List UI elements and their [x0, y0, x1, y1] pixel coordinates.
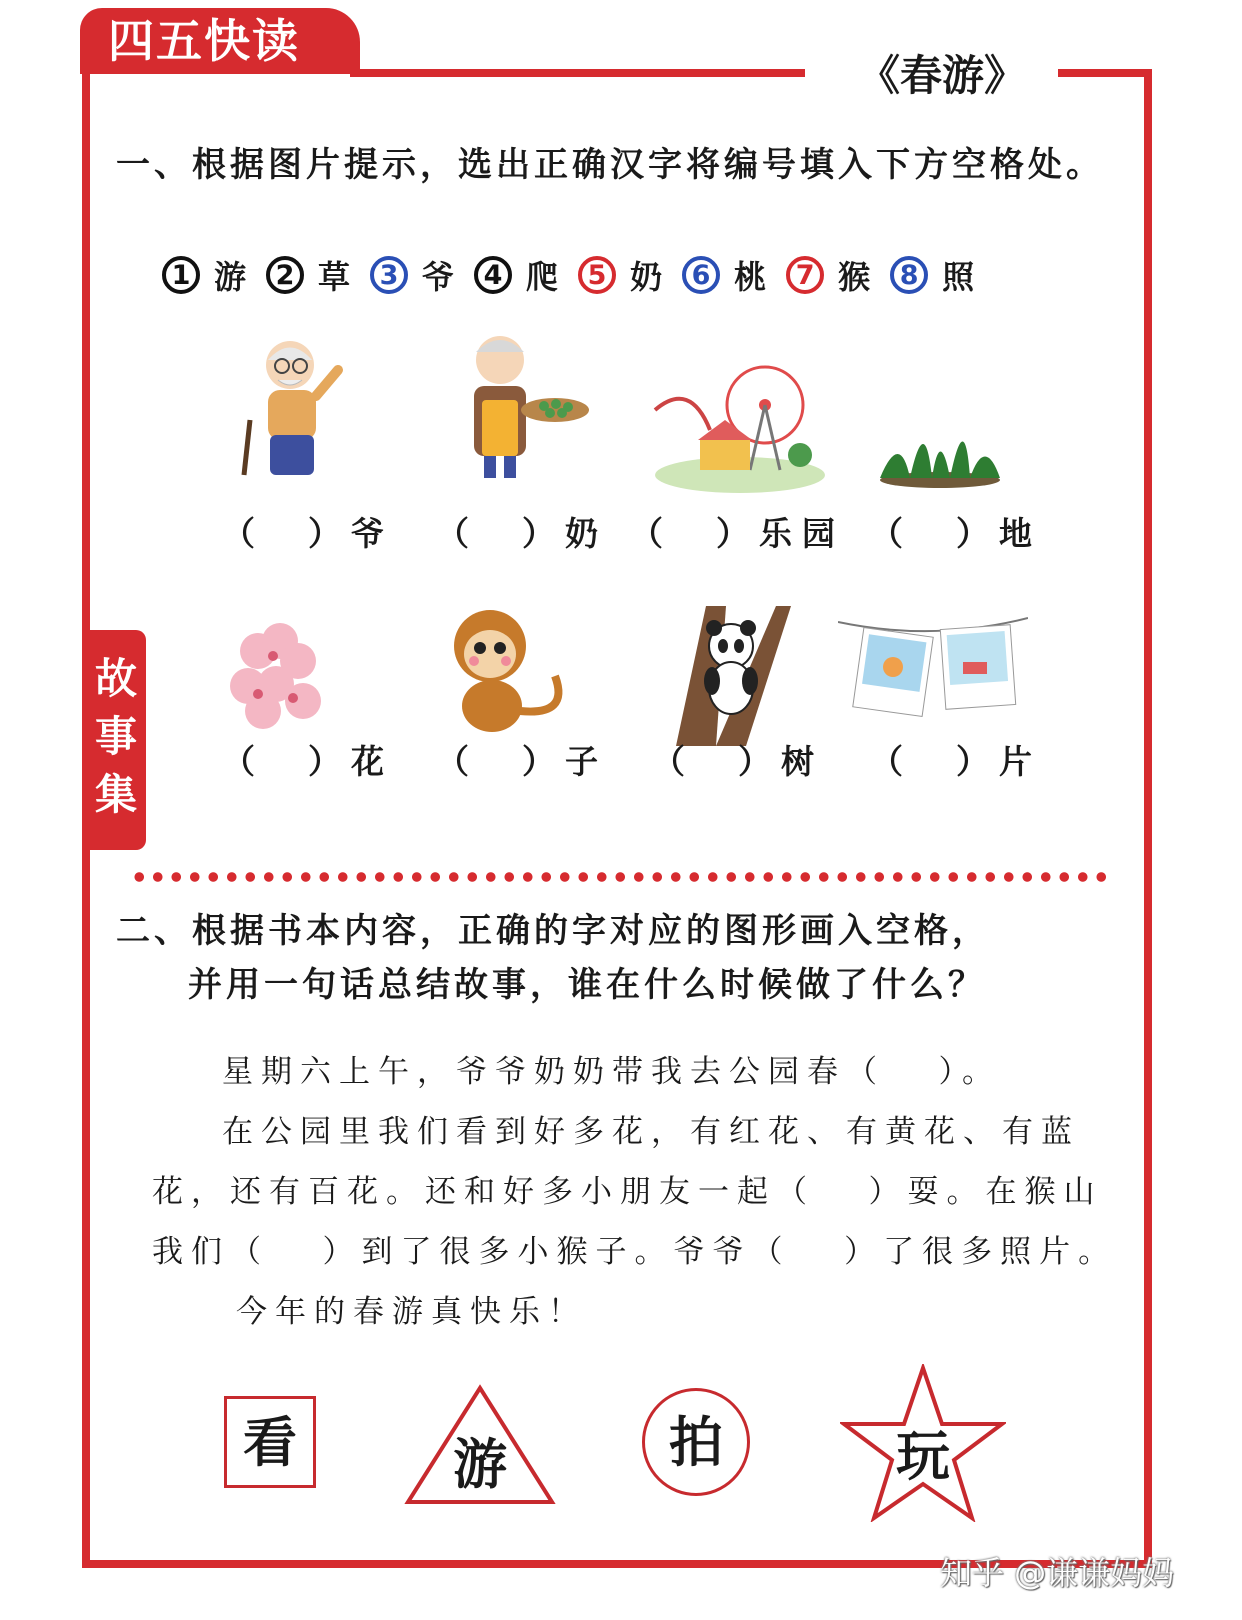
option-7 — [786, 252, 870, 298]
option-1 — [162, 252, 246, 298]
square-char: 看 — [243, 1410, 297, 1474]
section2-heading: 二、根据书本内容，正确的字对应的图形画入空格， — [116, 911, 990, 951]
passage-line: 在公园里我们看到好多花，有红花、有黄花、有蓝 — [222, 1114, 1080, 1150]
monkey-illustration — [440, 606, 590, 736]
option-8 — [890, 252, 974, 298]
page-border-top-right — [1058, 69, 1152, 77]
photos-illustration — [838, 612, 1028, 732]
option-number: 3 — [370, 256, 408, 294]
passage-line: 星期六上午，爷爷奶奶带我去公园春（ ）。 — [222, 1054, 1002, 1090]
side-label-char: 事 — [94, 712, 137, 761]
option-3 — [370, 252, 454, 298]
side-label-char: 故 — [94, 654, 137, 703]
option-char: 照 — [942, 258, 975, 296]
circle-char: 拍 — [669, 1410, 723, 1474]
side-label-char: 集 — [94, 770, 137, 819]
blank-label: （ ）花 — [222, 742, 394, 781]
option-char: 爷 — [422, 258, 455, 296]
option-number: 1 — [162, 256, 200, 294]
option-4 — [474, 252, 558, 298]
option-char: 爬 — [526, 258, 559, 296]
option-number: 7 — [786, 256, 824, 294]
page-border-top — [350, 69, 805, 77]
panda-tree-illustration — [656, 606, 796, 746]
passage-line: 我们（ ）到了很多小猴子。爷爷（ ）了很多照片。 — [152, 1234, 1118, 1270]
blank-label: （ ）爷 — [222, 514, 394, 553]
option-number: 2 — [266, 256, 304, 294]
story-title: 《春游》 — [857, 51, 1026, 100]
option-2 — [266, 252, 350, 298]
blank-label: （ ）树 — [652, 742, 824, 781]
square-shape — [224, 1396, 316, 1488]
option-6 — [682, 252, 766, 298]
triangle-char: 游 — [453, 1432, 507, 1496]
section1-heading: 一、根据图片提示，选出正确汉字将编号填入下方空格处。 — [116, 145, 1104, 185]
amusement-park-illustration — [650, 360, 830, 500]
option-char: 奶 — [630, 258, 663, 296]
option-char: 猴 — [838, 258, 871, 296]
peach-blossom-illustration — [218, 616, 338, 736]
grandpa-illustration — [220, 330, 390, 490]
option-5 — [578, 252, 662, 298]
blank-label: （ ）乐园 — [630, 514, 845, 553]
grandma-illustration — [440, 330, 610, 490]
option-number: 8 — [890, 256, 928, 294]
option-number: 4 — [474, 256, 512, 294]
option-number: 6 — [682, 256, 720, 294]
blank-label: （ ）片 — [870, 742, 1042, 781]
side-label-tab — [86, 630, 146, 850]
section2-heading-line2: 并用一句话总结故事，谁在什么时候做了什么？ — [188, 965, 986, 1005]
page-border-right — [1144, 72, 1152, 1568]
star-char: 玩 — [896, 1424, 950, 1488]
character-options — [162, 250, 1112, 300]
blank-label: （ ）奶 — [436, 514, 608, 553]
blank-label: （ ）子 — [436, 742, 608, 781]
circle-shape — [642, 1388, 750, 1496]
dotted-divider — [130, 872, 1110, 882]
passage-line: 今年的春游真快乐！ — [236, 1294, 587, 1330]
series-title: 四五快读 — [108, 14, 300, 68]
option-char: 草 — [318, 258, 351, 296]
grass-illustration — [870, 400, 1010, 490]
passage-line: 花，还有百花。还和好多小朋友一起（ ）耍。在猴山 — [152, 1174, 1103, 1210]
option-char: 桃 — [734, 258, 767, 296]
watermark: 知乎 @谦谦妈妈 — [940, 1554, 1175, 1592]
option-char: 游 — [214, 258, 247, 296]
option-number: 5 — [578, 256, 616, 294]
blank-label: （ ）地 — [870, 514, 1042, 553]
